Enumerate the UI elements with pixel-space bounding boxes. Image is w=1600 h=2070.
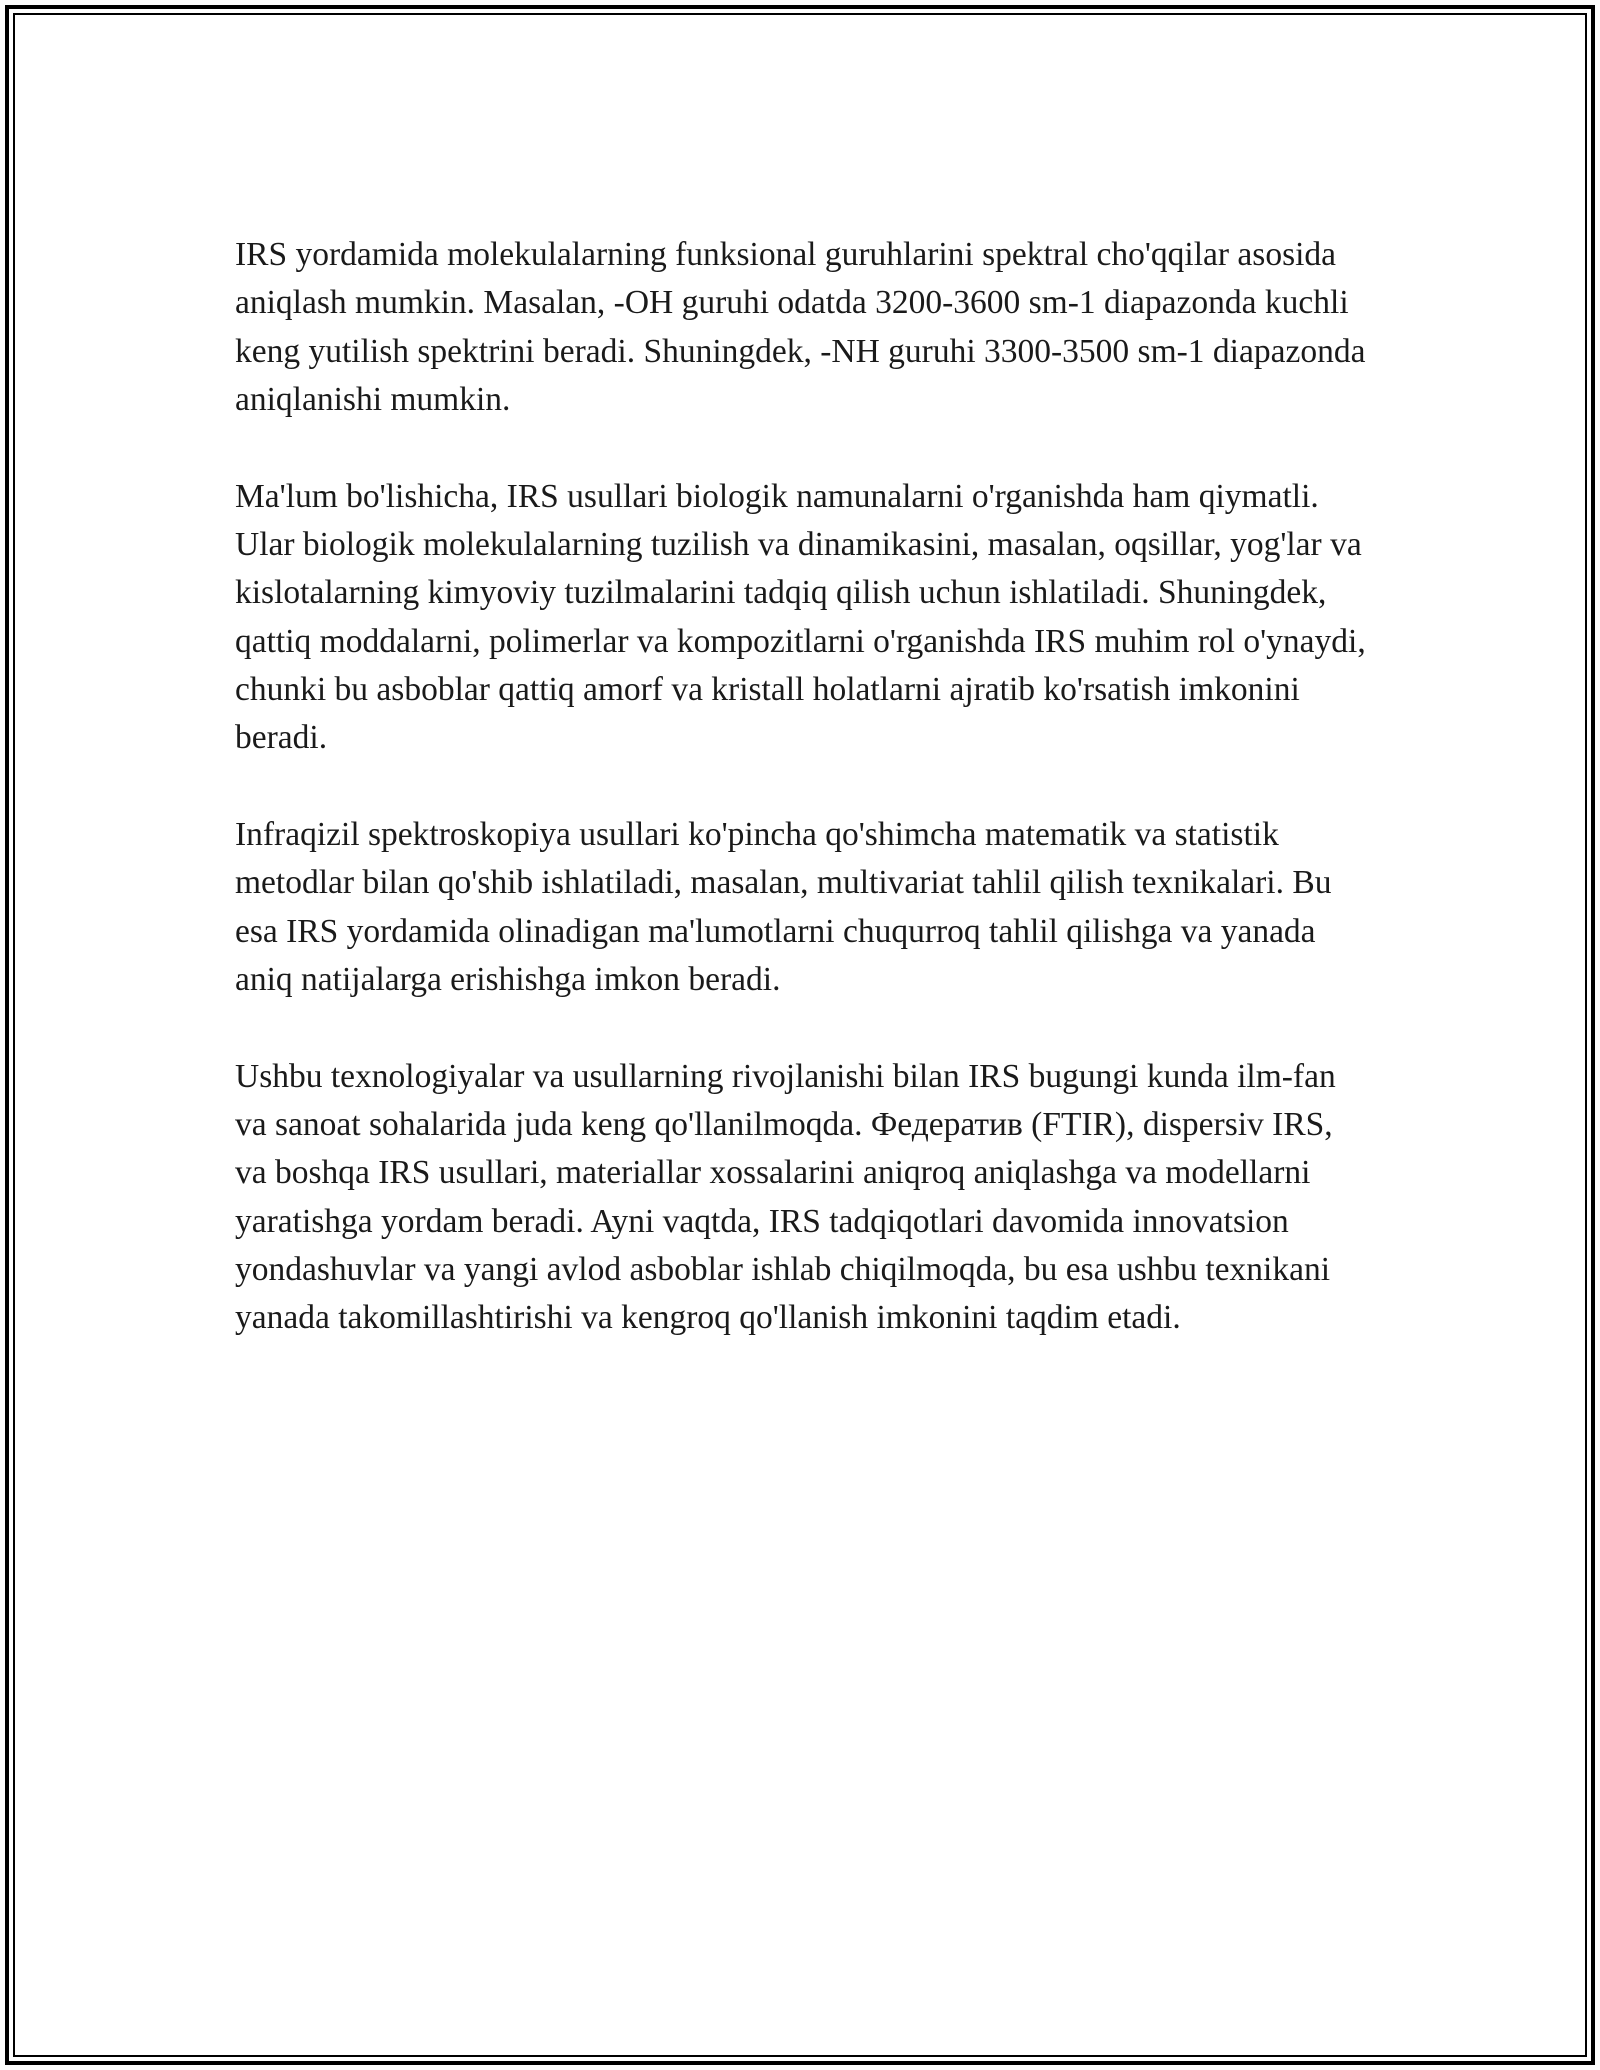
document-body bbox=[235, 231, 1370, 1391]
paragraph-functional-groups: IRS yordamida molekulalarning funksional guruhlarini spektral cho'qqilar asosida aniqlash mumkin. Masalan, -OH guruhi odatda 3200-3600 sm-1 diapazonda kuchli keng yutilish spektrini beradi. Shuningdek, -NH guruhi 3300-3500 sm-1 diapazonda aniqlanishi mumkin. bbox=[235, 236, 1366, 418]
paragraph-technology-development: Ushbu texnologiyalar va usullarning rivojlanishi bilan IRS bugungi kunda ilm-fan va sanoat sohalarida juda keng qo'llanilmoqda. Федератив (FTIR), dispersiv IRS, va boshqa IRS usullari, materiallar xossalarini aniqroq aniqlashga va modellarni yaratishga yordam beradi. Ayni vaqtda, IRS tadqiqotlari davomida innovatsion yondashuvlar va yangi avlod asboblar ishlab chiqilmoqda, bu esa ushbu texnikani yanada takomillashtirishi va kengroq qo'llanish imkonini taqdim etadi. bbox=[235, 1057, 1336, 1337]
paragraph-statistical-methods: Infraqizil spektroskopiya usullari ko'pincha qo'shimcha matematik va statistik metodlar bilan qo'shib ishlatiladi, masalan, multivariat tahlil qilish texnikalari. Bu esa IRS yordamida olinadigan ma'lumotlarni chuqurroq tahlil qilishga va yanada aniq natijalarga erishishga imkon beradi. bbox=[235, 815, 1332, 998]
paragraph-biological-samples: Ma'lum bo'lishicha, IRS usullari biologik namunalarni o'rganishda ham qiymatli. Ular biologik molekulalarning tuzilish va dinamikasini, masalan, oqsillar, yog'lar va kislotalarning kimyoviy tuzilmalarini tadqiq qilish uchun ishlatiladi. Shuningdek, qattiq moddalarni, polimerlar va kompozitlarni o'rganishda IRS muhim rol o'ynaydi, chunki bu asboblar qattiq amorf va kristall holatlarni ajratib ko'rsatish imkonini beradi. bbox=[235, 477, 1366, 757]
